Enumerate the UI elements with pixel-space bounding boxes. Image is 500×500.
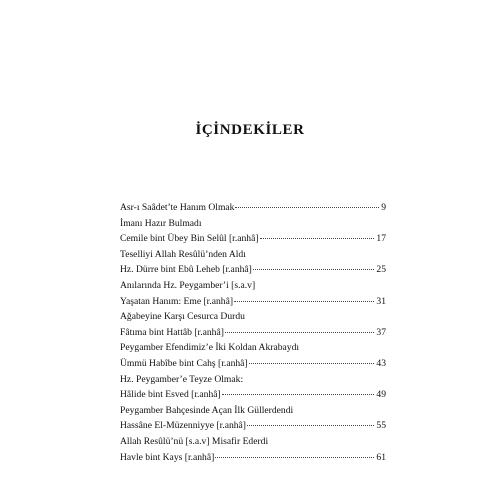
toc-entry [120,325,386,341]
toc-page-number: 9 [381,202,386,213]
toc-entry [120,372,386,388]
dot-leader [235,207,379,208]
toc-entry-text: Hâlide bint Esved [r.anhâ] [120,389,221,401]
dot-leader [225,332,375,333]
toc-page-number: 37 [376,326,386,338]
toc-entry [120,387,386,403]
page-title: İÇİNDEKİLER [195,122,305,138]
toc-entry [120,262,386,278]
toc-page-number: 43 [376,357,386,369]
toc-entry [120,434,386,450]
dot-leader [234,301,374,302]
toc-page-number: 25 [376,264,386,276]
toc-entry [120,309,386,325]
toc-entry [120,294,386,310]
toc-entry-text: Asr-ı Saâdet’te Hanım Olmak [120,202,235,213]
toc-page-number: 61 [376,451,386,463]
toc-entry [120,231,386,247]
toc-entry [120,340,386,356]
toc-entry [120,403,386,419]
toc-entry [120,450,386,466]
toc-page-number: 17 [376,233,386,245]
dot-leader [260,238,375,239]
toc-page-number: 31 [376,295,386,307]
dot-leader [222,394,375,395]
toc-page-number: 55 [376,420,386,432]
toc-entry [120,216,386,232]
toc-entry-text: Hz. Peygamber’e Teyze Olmak: [120,373,244,385]
toc-entry-text: Ağabeyine Karşı Cesurca Durdu [120,311,245,323]
toc-entry-text: Yaşatan Hanım: Eme [r.anhâ] [120,295,234,307]
toc-entry-text: Hassâne El-Müzenniyye [r.anhâ] [120,420,247,432]
toc-entry-text: Teselliyi Allah Resûlü’nden Aldı [120,248,246,260]
toc-entry-text: Cemile bint Übey Bin Selûl [r.anhâ] [120,233,259,245]
toc-entry-text: Ümmü Habîbe bint Cahş [r.anhâ] [120,357,248,369]
toc-entry-text: Havle bint Kays [r.anhâ] [120,451,215,463]
toc-entry [120,200,386,216]
toc-entry [120,278,386,294]
toc-entry-text: Allah Resûlü’nü [s.a.v] Misafir Ederdi [120,435,269,447]
toc-entry-text: Anılarında Hz. Peygamber’i [s.a.v] [120,279,256,291]
toc-entry [120,418,386,434]
dot-leader [215,457,374,458]
toc-entry [120,356,386,372]
dot-leader [253,269,375,270]
toc-entry [120,247,386,263]
dot-leader [247,425,374,426]
dot-leader [249,363,375,364]
toc-entry-text: İmanı Hazır Bulmadı [120,217,202,229]
toc-page-number: 49 [376,389,386,401]
toc-entry-text: Fâtıma bint Hattâb [r.anhâ] [120,326,224,338]
toc-entry-text: Hz. Dürre bint Ebû Leheb [r.anhâ] [120,264,252,276]
toc-entry-text: Peygamber Efendimiz’e İki Koldan Akrabaydı [120,342,300,354]
toc-entry-text: Peygamber Bahçesinde Açan İlk Güllerdendi [120,404,294,416]
table-of-contents [120,200,386,465]
